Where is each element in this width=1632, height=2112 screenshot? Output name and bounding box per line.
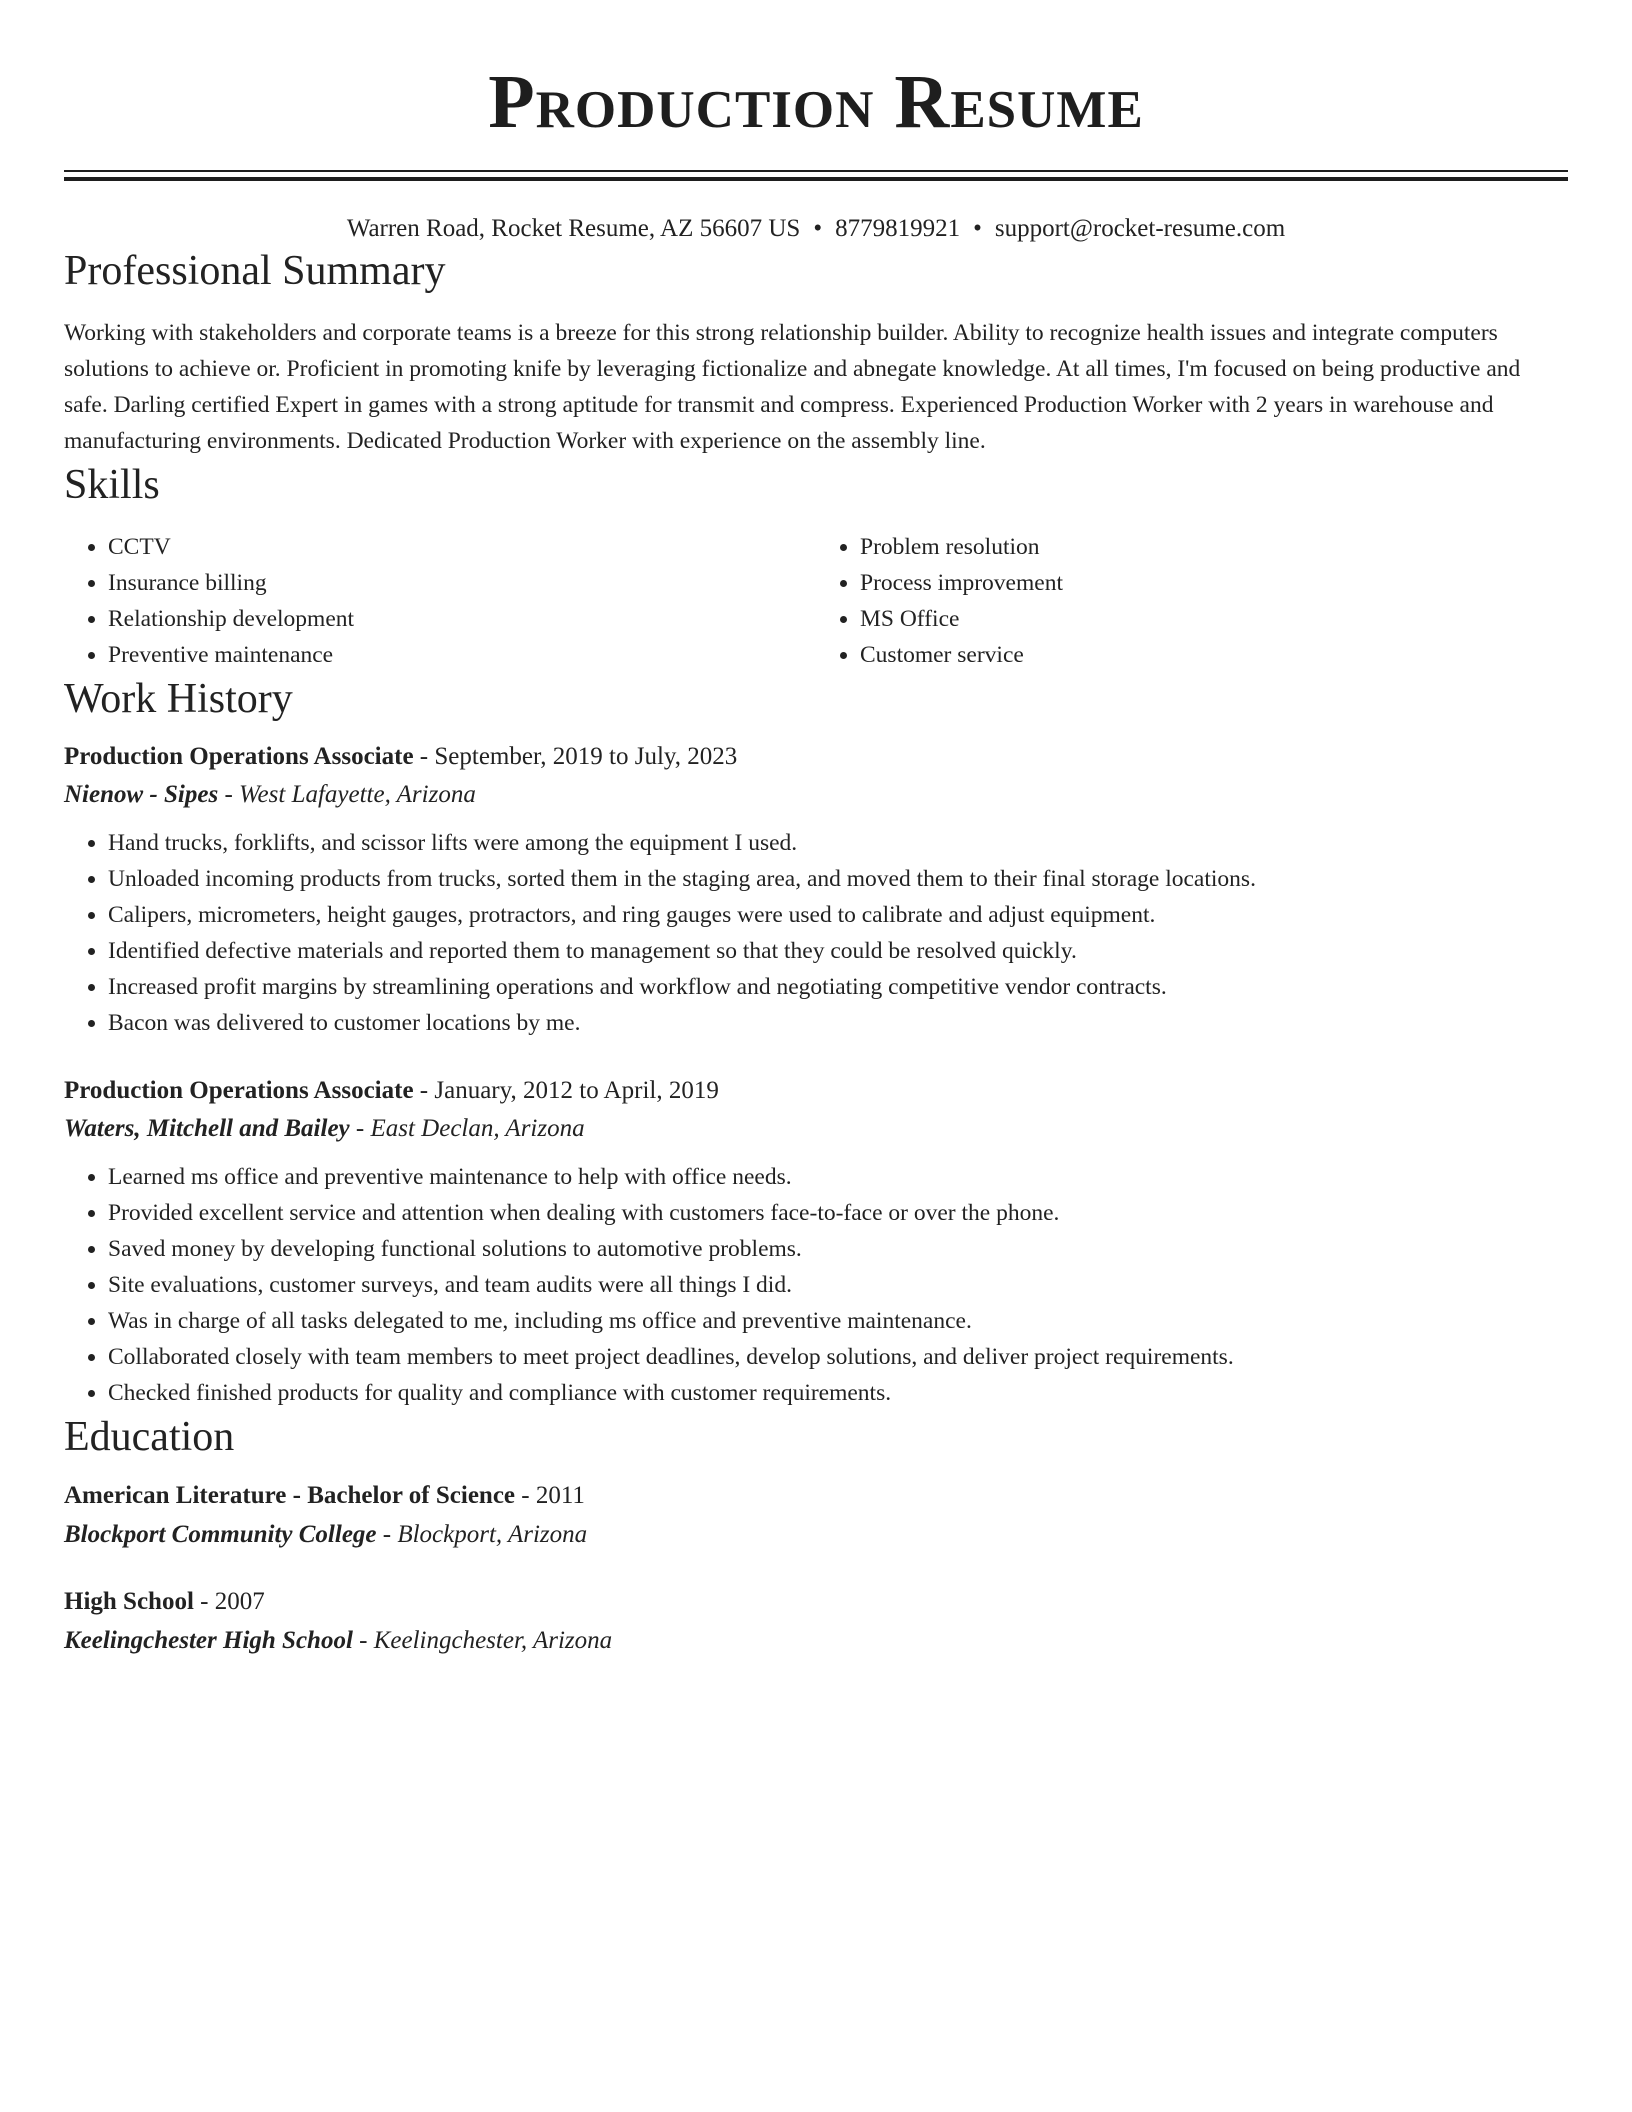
job-title: Production Operations Associate [64, 743, 414, 770]
skill-item: • Preventive maintenance [108, 637, 816, 673]
job-title-line [64, 739, 1568, 775]
education-heading: Education [64, 1414, 235, 1460]
job-dates: - September, 2019 to July, 2023 [413, 743, 738, 770]
job-bullet: • Collaborated closely with team members to meet project deadlines, develop solutions, and deliver project requirements. [108, 1339, 1568, 1375]
job-bullets [64, 1159, 1568, 1411]
job-bullet: • Increased profit margins by streamlining operations and workflow and negotiating competitive vendor contracts. [108, 969, 1568, 1005]
job-bullet: • Identified defective materials and reported them to management so that they could be resolved quickly. [108, 933, 1568, 969]
work-history-heading: Work History [64, 676, 293, 722]
job-bullet: • Bacon was delivered to customer locations by me. [108, 1005, 1568, 1041]
education-degree: High School [64, 1588, 194, 1615]
job-bullet: • Unloaded incoming products from trucks, sorted them in the staging area, and moved them to their final storage locations. [108, 861, 1568, 897]
education-year: - 2011 [515, 1482, 585, 1509]
job-bullet: • Hand trucks, forklifts, and scissor lifts were among the equipment I used. [108, 825, 1568, 861]
skills-list [64, 529, 1568, 673]
skill-item: • Relationship development [108, 601, 816, 637]
education-year: - 2007 [193, 1588, 265, 1615]
job-title-line [64, 1073, 1568, 1109]
education-school-line [64, 1515, 1568, 1555]
education-entry [64, 1583, 1568, 1661]
skills-column-right [816, 529, 1568, 673]
education-school-line [64, 1621, 1568, 1661]
job-bullet: • Calipers, micrometers, height gauges, protractors, and ring gauges were used to calibrate and adjust equipment. [108, 897, 1568, 933]
job-bullet: • Saved money by developing functional solutions to automotive problems. [108, 1231, 1568, 1267]
job-dates: - January, 2012 to April, 2019 [413, 1077, 719, 1104]
education-location: - Keelingchester, Arizona [352, 1627, 613, 1654]
job-company-line [64, 1109, 1568, 1149]
skill-item: • CCTV [108, 529, 816, 565]
skills-column-left [64, 529, 816, 673]
contact-phone: 8779819921 [835, 215, 961, 242]
job-bullets [64, 825, 1568, 1041]
skill-item: • Process improvement [860, 565, 1568, 601]
title-divider [64, 170, 1568, 181]
skill-item: • Customer service [860, 637, 1568, 673]
education-degree: American Literature - Bachelor of Science [64, 1482, 516, 1509]
job-bullet: • Checked finished products for quality and compliance with customer requirements. [108, 1375, 1568, 1411]
job-bullet: • Was in charge of all tasks delegated to me, including ms office and preventive maintenance. [108, 1303, 1568, 1339]
job-bullet: • Provided excellent service and attention when dealing with customers face-to-face or over the phone. [108, 1195, 1568, 1231]
summary-heading: Professional Summary [64, 248, 446, 294]
skill-item: • Problem resolution [860, 529, 1568, 565]
skill-item: • MS Office [860, 601, 1568, 637]
education-school: Keelingchester High School [64, 1627, 353, 1654]
job-bullet: • Site evaluations, customer surveys, and team audits were all things I did. [108, 1267, 1568, 1303]
contact-address: Warren Road, Rocket Resume, AZ 56607 US [346, 215, 801, 242]
contact-line [64, 213, 1568, 245]
job-bullet: • Learned ms office and preventive maintenance to help with office needs. [108, 1159, 1568, 1195]
contact-email: support@rocket-resume.com [994, 215, 1286, 242]
contact-separator: • [973, 215, 982, 242]
education-location: - Blockport, Arizona [376, 1521, 588, 1548]
skill-item: • Insurance billing [108, 565, 816, 601]
job-entry [64, 1073, 1568, 1411]
job-location: - West Lafayette, Arizona [218, 781, 476, 808]
job-title: Production Operations Associate [64, 1077, 414, 1104]
education-degree-line [64, 1583, 1568, 1621]
education-school: Blockport Community College [64, 1521, 377, 1548]
job-company: Waters, Mitchell and Bailey [64, 1115, 350, 1142]
resume-title: Production Resume [488, 60, 1144, 144]
skills-heading: Skills [64, 462, 160, 508]
job-company-line [64, 775, 1568, 815]
job-company: Nienow - Sipes [64, 781, 219, 808]
education-entry [64, 1477, 1568, 1555]
contact-separator: • [813, 215, 823, 242]
job-entry [64, 739, 1568, 1041]
job-location: - East Declan, Arizona [349, 1115, 585, 1142]
summary-text: Working with stakeholders and corporate teams is a breeze for this strong relationship builder. Ability to recognize health issues and integrate computers solutions to achieve or. Proficient in promoting knife by leveraging fictionalize and abnegate knowledge. At all times, I'm focused on being productive and safe. Darling certified Expert in games with a strong aptitude for transmit and compress. Experienced Production Worker with 2 years in warehouse and manufacturing environments. Dedicated Production Worker with experience on the assembly line. [64, 320, 1521, 454]
education-degree-line [64, 1477, 1568, 1515]
